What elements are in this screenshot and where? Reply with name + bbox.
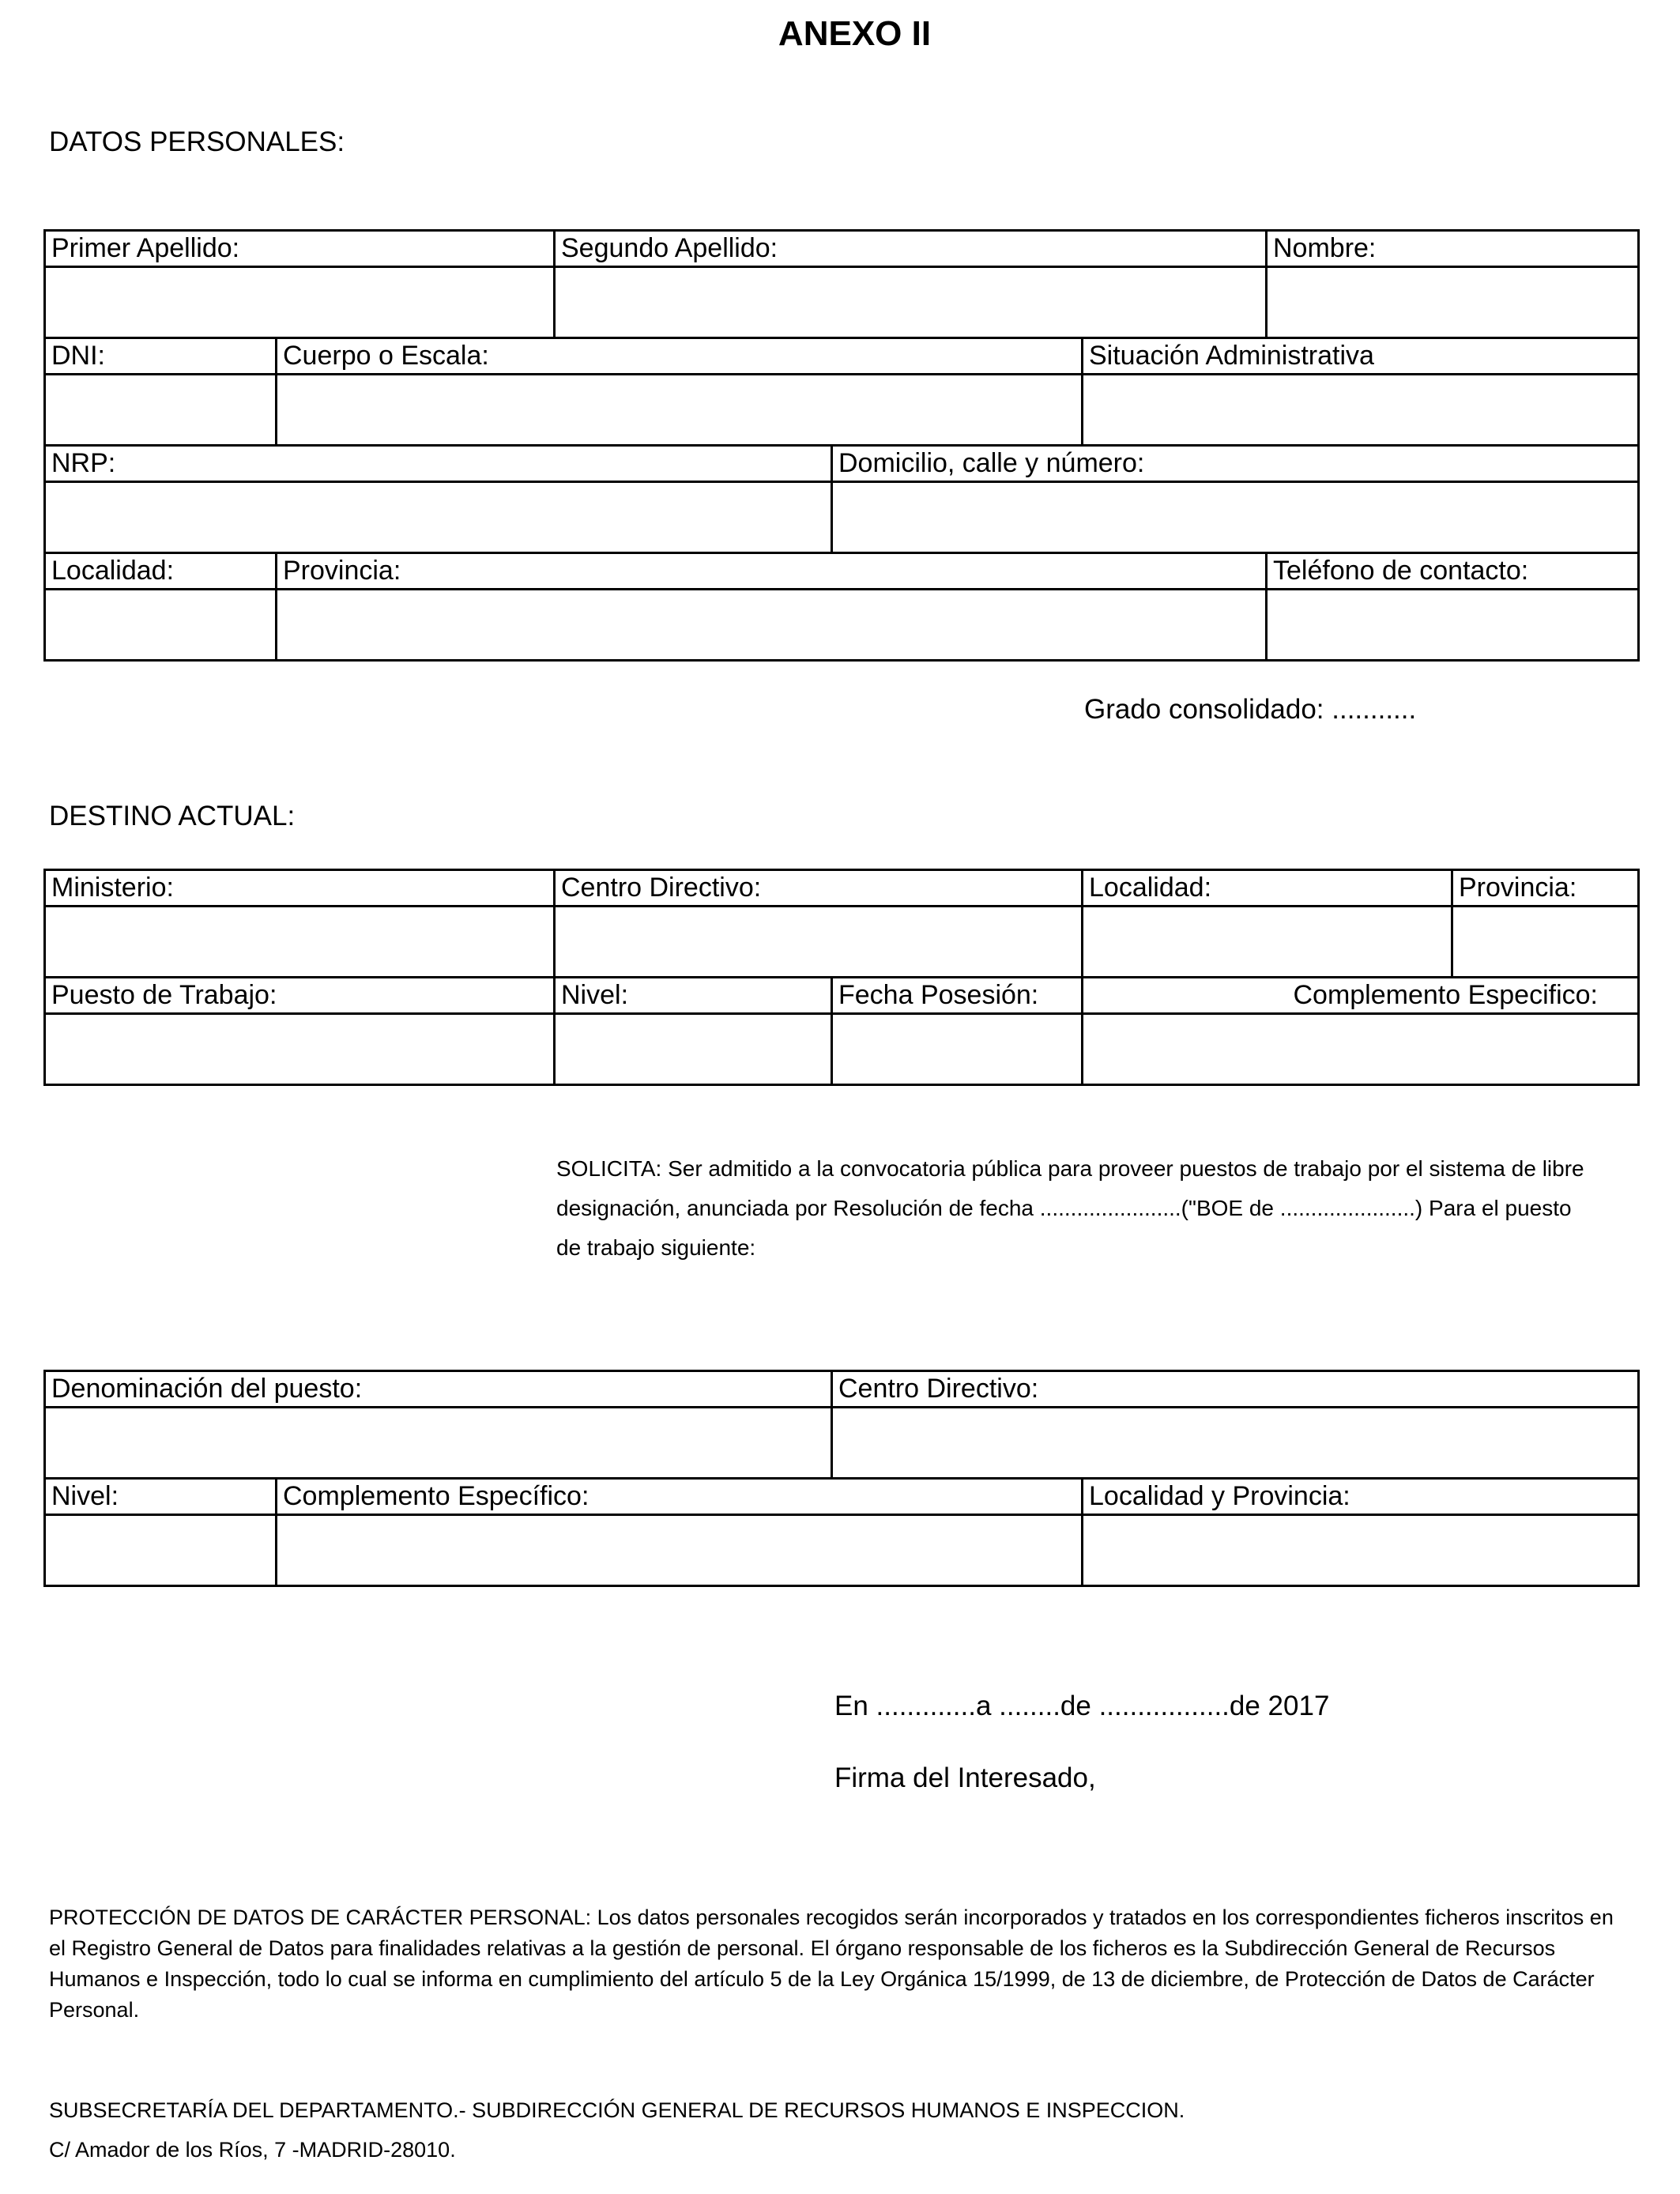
label-fecha-posesion: Fecha Posesión: (838, 980, 1039, 1010)
label-denominacion-puesto: Denominación del puesto: (51, 1374, 363, 1404)
label-nombre: Nombre: (1273, 233, 1377, 263)
label-ministerio: Ministerio: (51, 873, 174, 903)
section-heading-destino-actual: DESTINO ACTUAL: (49, 801, 296, 831)
destino-actual-table (43, 869, 1640, 1086)
centro-directivo-field[interactable] (556, 907, 1081, 976)
firma-label: Firma del Interesado, (834, 1762, 1096, 1793)
dni-field[interactable] (46, 375, 275, 444)
primer-apellido-field[interactable] (46, 268, 553, 337)
nivel-solicitado-field[interactable] (46, 1516, 275, 1585)
provincia-field[interactable] (277, 590, 1265, 659)
label-complemento-especifico-destino: Complemento Especifico: (1293, 980, 1598, 1010)
label-provincia-destino: Provincia: (1459, 873, 1577, 903)
denominacion-puesto-field[interactable] (46, 1408, 831, 1477)
label-cuerpo-escala: Cuerpo o Escala: (283, 341, 489, 371)
complemento-especifico-destino-field[interactable] (1083, 1015, 1637, 1084)
label-provincia: Provincia: (283, 556, 401, 586)
situacion-administrativa-field[interactable] (1083, 375, 1637, 444)
ministerio-field[interactable] (46, 907, 553, 976)
localidad-field[interactable] (46, 590, 275, 659)
domicilio-field[interactable] (833, 483, 1637, 552)
page-title: ANEXO II (778, 14, 932, 53)
label-domicilio: Domicilio, calle y número: (838, 448, 1145, 478)
grado-consolidado: Grado consolidado: ........... (1084, 694, 1417, 725)
label-nivel-solicitado: Nivel: (51, 1481, 119, 1511)
label-complemento-especifico-solicitado: Complemento Específico: (283, 1481, 590, 1511)
label-nrp: NRP: (51, 448, 116, 478)
label-localidad-destino: Localidad: (1089, 873, 1212, 903)
nombre-field[interactable] (1268, 268, 1637, 337)
nivel-destino-field[interactable] (556, 1015, 831, 1084)
label-situacion-administrativa: Situación Administrativa (1089, 341, 1374, 371)
label-localidad-provincia: Localidad y Provincia: (1089, 1481, 1350, 1511)
label-centro-directivo-solicitado: Centro Directivo: (838, 1374, 1039, 1404)
puesto-trabajo-field[interactable] (46, 1015, 553, 1084)
solicita-text: SOLICITA: Ser admitido a la convocatoria pública para proveer puestos de trabajo por el sistema de libre designación, anunciada por Resolución de fecha .......................("BOE de ......................) Para el puesto de trabajo siguiente: (556, 1156, 1584, 1260)
label-telefono: Teléfono de contacto: (1273, 556, 1529, 586)
centro-directivo-solicitado-field[interactable] (833, 1408, 1637, 1477)
fecha-line: En .............a ........de .................de 2017 (834, 1691, 1330, 1721)
cuerpo-escala-field[interactable] (277, 375, 1081, 444)
nrp-field[interactable] (46, 483, 831, 552)
section-heading-datos-personales: DATOS PERSONALES: (49, 126, 345, 157)
footer-line-2: C/ Amador de los Ríos, 7 -MADRID-28010. (49, 2138, 456, 2162)
telefono-field[interactable] (1268, 590, 1637, 659)
label-primer-apellido: Primer Apellido: (51, 233, 240, 263)
label-nivel-destino: Nivel: (561, 980, 629, 1010)
label-localidad: Localidad: (51, 556, 175, 586)
label-centro-directivo: Centro Directivo: (561, 873, 762, 903)
localidad-destino-field[interactable] (1083, 907, 1451, 976)
label-segundo-apellido: Segundo Apellido: (561, 233, 778, 263)
datos-personales-table (43, 229, 1640, 662)
fecha-posesion-field[interactable] (833, 1015, 1081, 1084)
localidad-provincia-field[interactable] (1083, 1516, 1637, 1585)
label-dni: DNI: (51, 341, 105, 371)
puesto-solicitado-table (43, 1370, 1640, 1587)
proteccion-datos-text: PROTECCIÓN DE DATOS DE CARÁCTER PERSONAL: Los datos personales recogidos serán incorporados y tratados en los correspondientes ficheros inscritos en el Registro General de Datos para finalidades relativas a la gestión de personal. El órgano responsable de los ficheros es la Subdirección General de Recursos Humanos e Inspección, todo lo cual se informa en cumplimiento del artículo 5 de la Ley Orgánica 15/1999, de 13 de diciembre, de Protección de Datos de Carácter Personal. (49, 1906, 1614, 2022)
provincia-destino-field[interactable] (1453, 907, 1637, 976)
complemento-especifico-solicitado-field[interactable] (277, 1516, 1081, 1585)
footer-line-1: SUBSECRETARÍA DEL DEPARTAMENTO.- SUBDIRECCIÓN GENERAL DE RECURSOS HUMANOS E INSPECCION. (49, 2098, 1185, 2122)
segundo-apellido-field[interactable] (556, 268, 1265, 337)
label-puesto-trabajo: Puesto de Trabajo: (51, 980, 277, 1010)
